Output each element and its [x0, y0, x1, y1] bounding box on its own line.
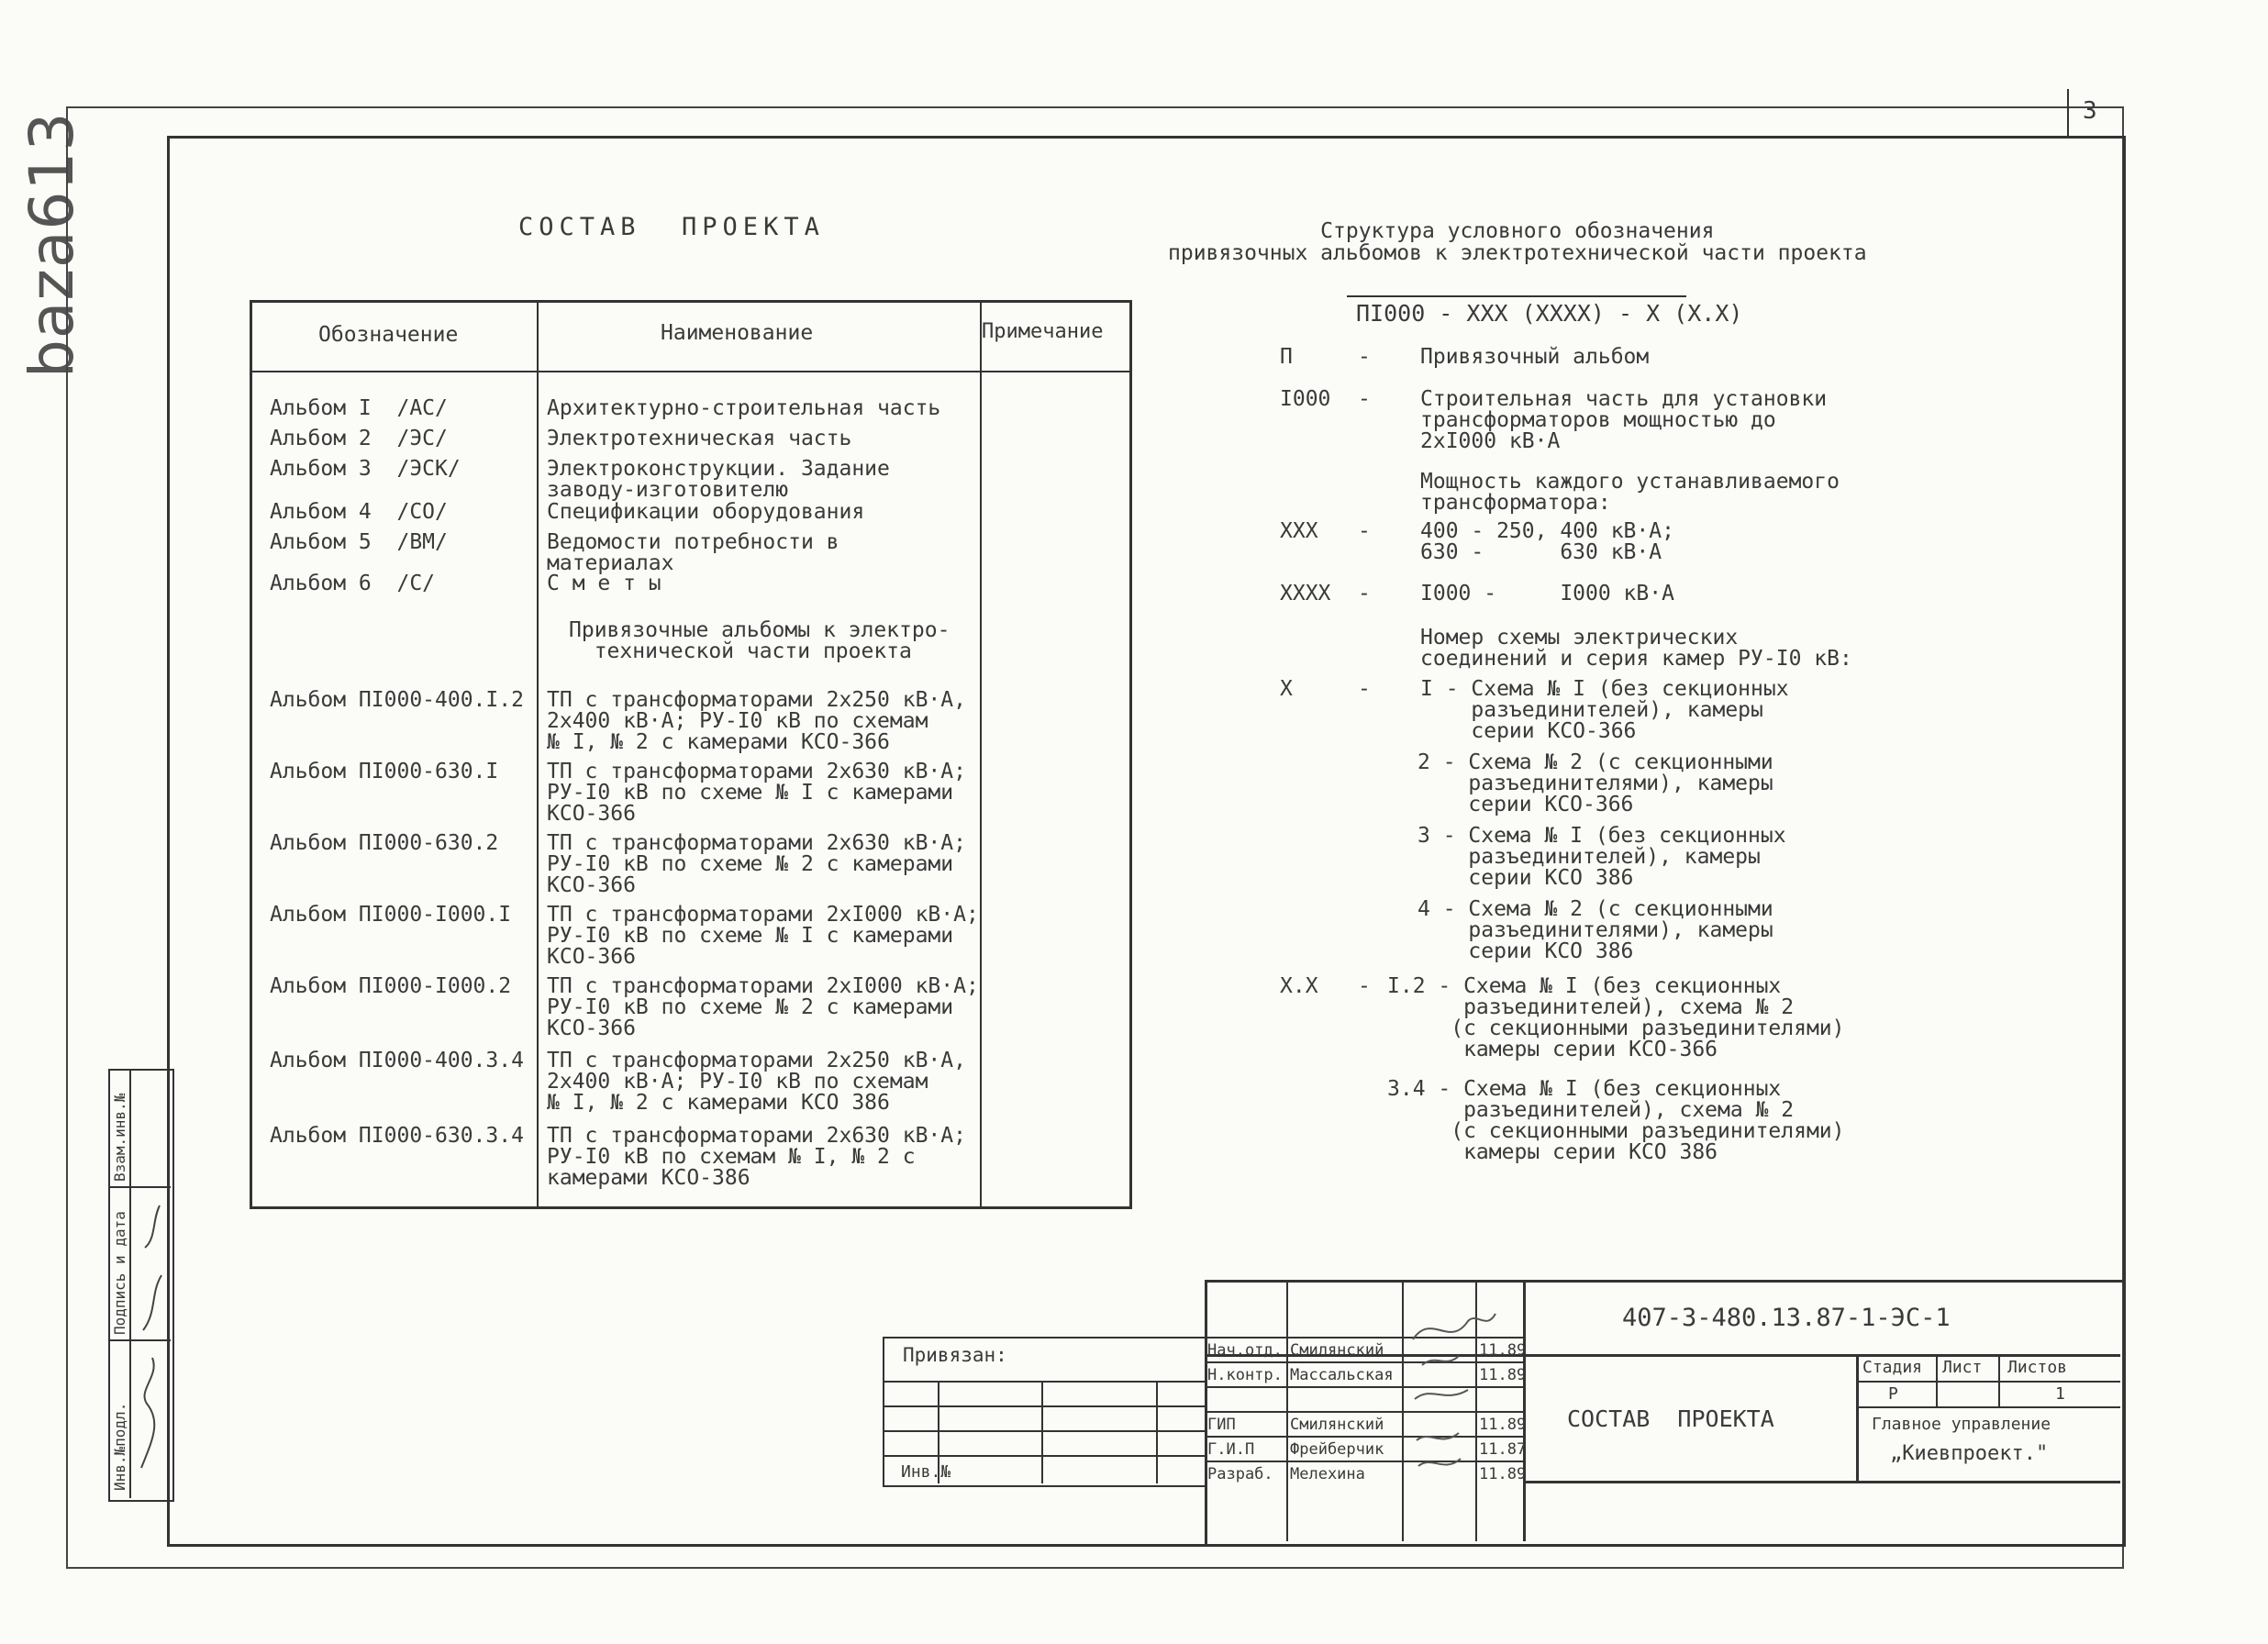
row-designation: Альбом ПI000-400.3.4 — [270, 1049, 524, 1072]
stamp-date: 11.89 — [1479, 1366, 1527, 1384]
header-designation: Обозначение — [318, 323, 459, 347]
stamp-role: Разраб. — [1207, 1465, 1273, 1483]
row-designation: Альбом ПI000-630.2 — [270, 831, 499, 855]
structure-text: I - Схема № I (без секционных разъединителей), камеры серии КСО-366 — [1420, 677, 1789, 743]
organization-line2: „Киевпроект." — [1890, 1442, 2049, 1465]
structure-text: 3.4 - Схема № I (без секционных разъединителей), схема № 2 (с секционными разъединителями) камеры серии КСО 386 — [1387, 1077, 1845, 1164]
row-designation: Альбом I /АС/ — [270, 396, 448, 420]
row-name: ТП с трансформаторами 2х630 кВ·А; РУ-I0 кВ по схемам № I, № 2 с камерами КСО-386 — [547, 1124, 966, 1190]
row-designation: Альбом 4 /СО/ — [270, 500, 448, 524]
row-name: ТП с трансформаторами 2х630 кВ·А; РУ-I0 кВ по схеме № 2 с камерами КСО-366 — [547, 831, 966, 897]
structure-dash: - — [1358, 345, 1371, 369]
stamp-role: Н.контр. — [1207, 1366, 1283, 1384]
row-name: Привязочные альбомы к электро- технической части проекта — [569, 618, 951, 663]
structure-text: 3 - Схема № I (без секционных разъединителей), камеры серии КСО 386 — [1418, 824, 1786, 890]
row-designation: Альбом 2 /ЭС/ — [270, 427, 448, 450]
stamp-name: Смилянский — [1290, 1341, 1384, 1360]
sheet-title: СОСТАВ ПРОЕКТА — [1567, 1405, 1774, 1432]
structure-text: 4 - Схема № 2 (с секционными разъединителями), камеры серии КСО 386 — [1418, 897, 1773, 963]
structure-text: Привязочный альбом — [1420, 345, 1650, 369]
watermark-text: baza613 — [17, 111, 87, 378]
structure-text: Строительная часть для установки трансформаторов мощностью до 2хI000 кВ·А — [1420, 387, 1828, 453]
margin-signature-date: Подпись и дата — [111, 1211, 128, 1335]
structure-text: 400 - 250, 400 кВ·А; 630 - 630 кВ·А — [1420, 519, 1674, 564]
structure-key: П — [1280, 345, 1293, 369]
stage-value: Р — [1888, 1384, 1898, 1404]
margin-signature — [134, 1193, 169, 1486]
row-designation: Альбом ПI000-I000.2 — [270, 974, 512, 998]
structure-dash: - — [1358, 387, 1371, 411]
header-name: Наименование — [661, 321, 814, 345]
structure-text: I000 - I000 кВ·А — [1420, 582, 1674, 605]
structure-key: ХХХ — [1280, 519, 1318, 543]
organization-line1: Главное управление — [1872, 1415, 2051, 1434]
stamp-date: 11.89 — [1479, 1465, 1527, 1483]
stamp-name: Мелехина — [1290, 1465, 1365, 1483]
row-name: Архитектурно-строительная часть — [547, 396, 941, 420]
structure-title: Структура условного обозначения привязочных альбомов к электротехнической части проекта — [1168, 219, 1867, 265]
structure-text: Номер схемы электрических соединений и серия камер РУ-I0 кВ: — [1420, 626, 1852, 671]
structure-text: Мощность каждого устанавливаемого трансформатора: — [1420, 470, 1840, 515]
sheet-number: 3 — [2083, 97, 2097, 125]
stamp-date: 11.89 — [1479, 1341, 1527, 1360]
sheet-label: Лист — [1942, 1358, 1983, 1377]
sheets-label: Листов — [2007, 1358, 2068, 1377]
stamp-date: 11.89 — [1479, 1416, 1527, 1434]
row-designation: Альбом 6 /С/ — [270, 572, 436, 595]
structure-dash: - — [1358, 582, 1371, 605]
stamp-name: Смилянский — [1290, 1416, 1384, 1434]
structure-key: Х — [1280, 677, 1293, 701]
stage-label: Стадия — [1862, 1358, 1923, 1377]
structure-dash: - — [1358, 519, 1371, 543]
left-title: СОСТАВ ПРОЕКТА — [518, 213, 825, 241]
stamp-role: ГИП — [1207, 1416, 1236, 1434]
structure-key: ХХХХ — [1280, 582, 1331, 605]
structure-text: 2 - Схема № 2 (с секционными разъединителями), камеры серии КСО-366 — [1418, 750, 1773, 816]
row-name: Ведомости потребности в материалах — [547, 530, 839, 575]
margin-replace-inv: Взам.инв.№ — [111, 1093, 128, 1182]
stamp-name: Фрейберчик — [1290, 1440, 1384, 1459]
sheets-value: 1 — [2055, 1384, 2065, 1404]
row-name: Электроконструкции. Задание заводу-изготовителю — [547, 457, 890, 502]
document-code: 407-3-480.13.87-1-ЭС-1 — [1622, 1304, 1951, 1332]
row-name: ТП с трансформаторами 2хI000 кВ·А; РУ-I0 кВ по схеме № 2 с камерами КСО-366 — [547, 974, 979, 1040]
signature-marks — [1404, 1303, 1505, 1486]
margin-inv-number: Инв.№подл. — [111, 1402, 128, 1491]
row-designation: Альбом 3 /ЭСК/ — [270, 457, 461, 481]
row-designation: Альбом 5 /ВМ/ — [270, 530, 448, 554]
structure-key: I000 — [1280, 387, 1331, 411]
structure-text: I.2 - Схема № I (без секционных разъединителей), схема № 2 (с секционными разъединителями) камеры серии КСО-366 — [1387, 974, 1845, 1061]
row-designation: Альбом ПI000-400.I.2 — [270, 688, 524, 712]
stamp-date: 11.87 — [1479, 1440, 1527, 1459]
stamp-role: Г.И.П — [1207, 1440, 1255, 1459]
structure-key: Х.Х — [1280, 974, 1318, 998]
inv-label: Инв.№ — [901, 1462, 951, 1482]
row-name: С м е т ы — [547, 572, 662, 595]
row-name: Электротехническая часть — [547, 427, 852, 450]
structure-formula: ПI000 - ХХХ (ХХХХ) - Х (Х.Х) — [1356, 300, 1743, 327]
stamp-name: Массальская — [1290, 1366, 1394, 1384]
row-designation: Альбом ПI000-630.3.4 — [270, 1124, 524, 1148]
row-name: ТП с трансформаторами 2х250 кВ·А, 2х400 кВ·А; РУ-I0 кВ по схемам № I, № 2 с камерами КСО 386 — [547, 1049, 966, 1115]
privyazan-label: Привязан: — [903, 1344, 1007, 1366]
header-note: Примечание — [982, 320, 1104, 343]
row-designation: Альбом ПI000-630.I — [270, 760, 499, 783]
row-name: ТП с трансформаторами 2хI000 кВ·А; РУ-I0 кВ по схеме № I с камерами КСО-366 — [547, 903, 979, 969]
row-name: ТП с трансформаторами 2х630 кВ·А; РУ-I0 кВ по схеме № I с камерами КСО-366 — [547, 760, 966, 826]
structure-dash: - — [1358, 974, 1371, 998]
structure-dash: - — [1358, 677, 1371, 701]
row-name: ТП с трансформаторами 2х250 кВ·А, 2х400 кВ·А; РУ-I0 кВ по схемам № I, № 2 с камерами КСО-366 — [547, 688, 966, 754]
row-designation: Альбом ПI000-I000.I — [270, 903, 512, 927]
row-name: Спецификации оборудования — [547, 500, 865, 524]
stamp-role: Нач.отд. — [1207, 1341, 1283, 1360]
